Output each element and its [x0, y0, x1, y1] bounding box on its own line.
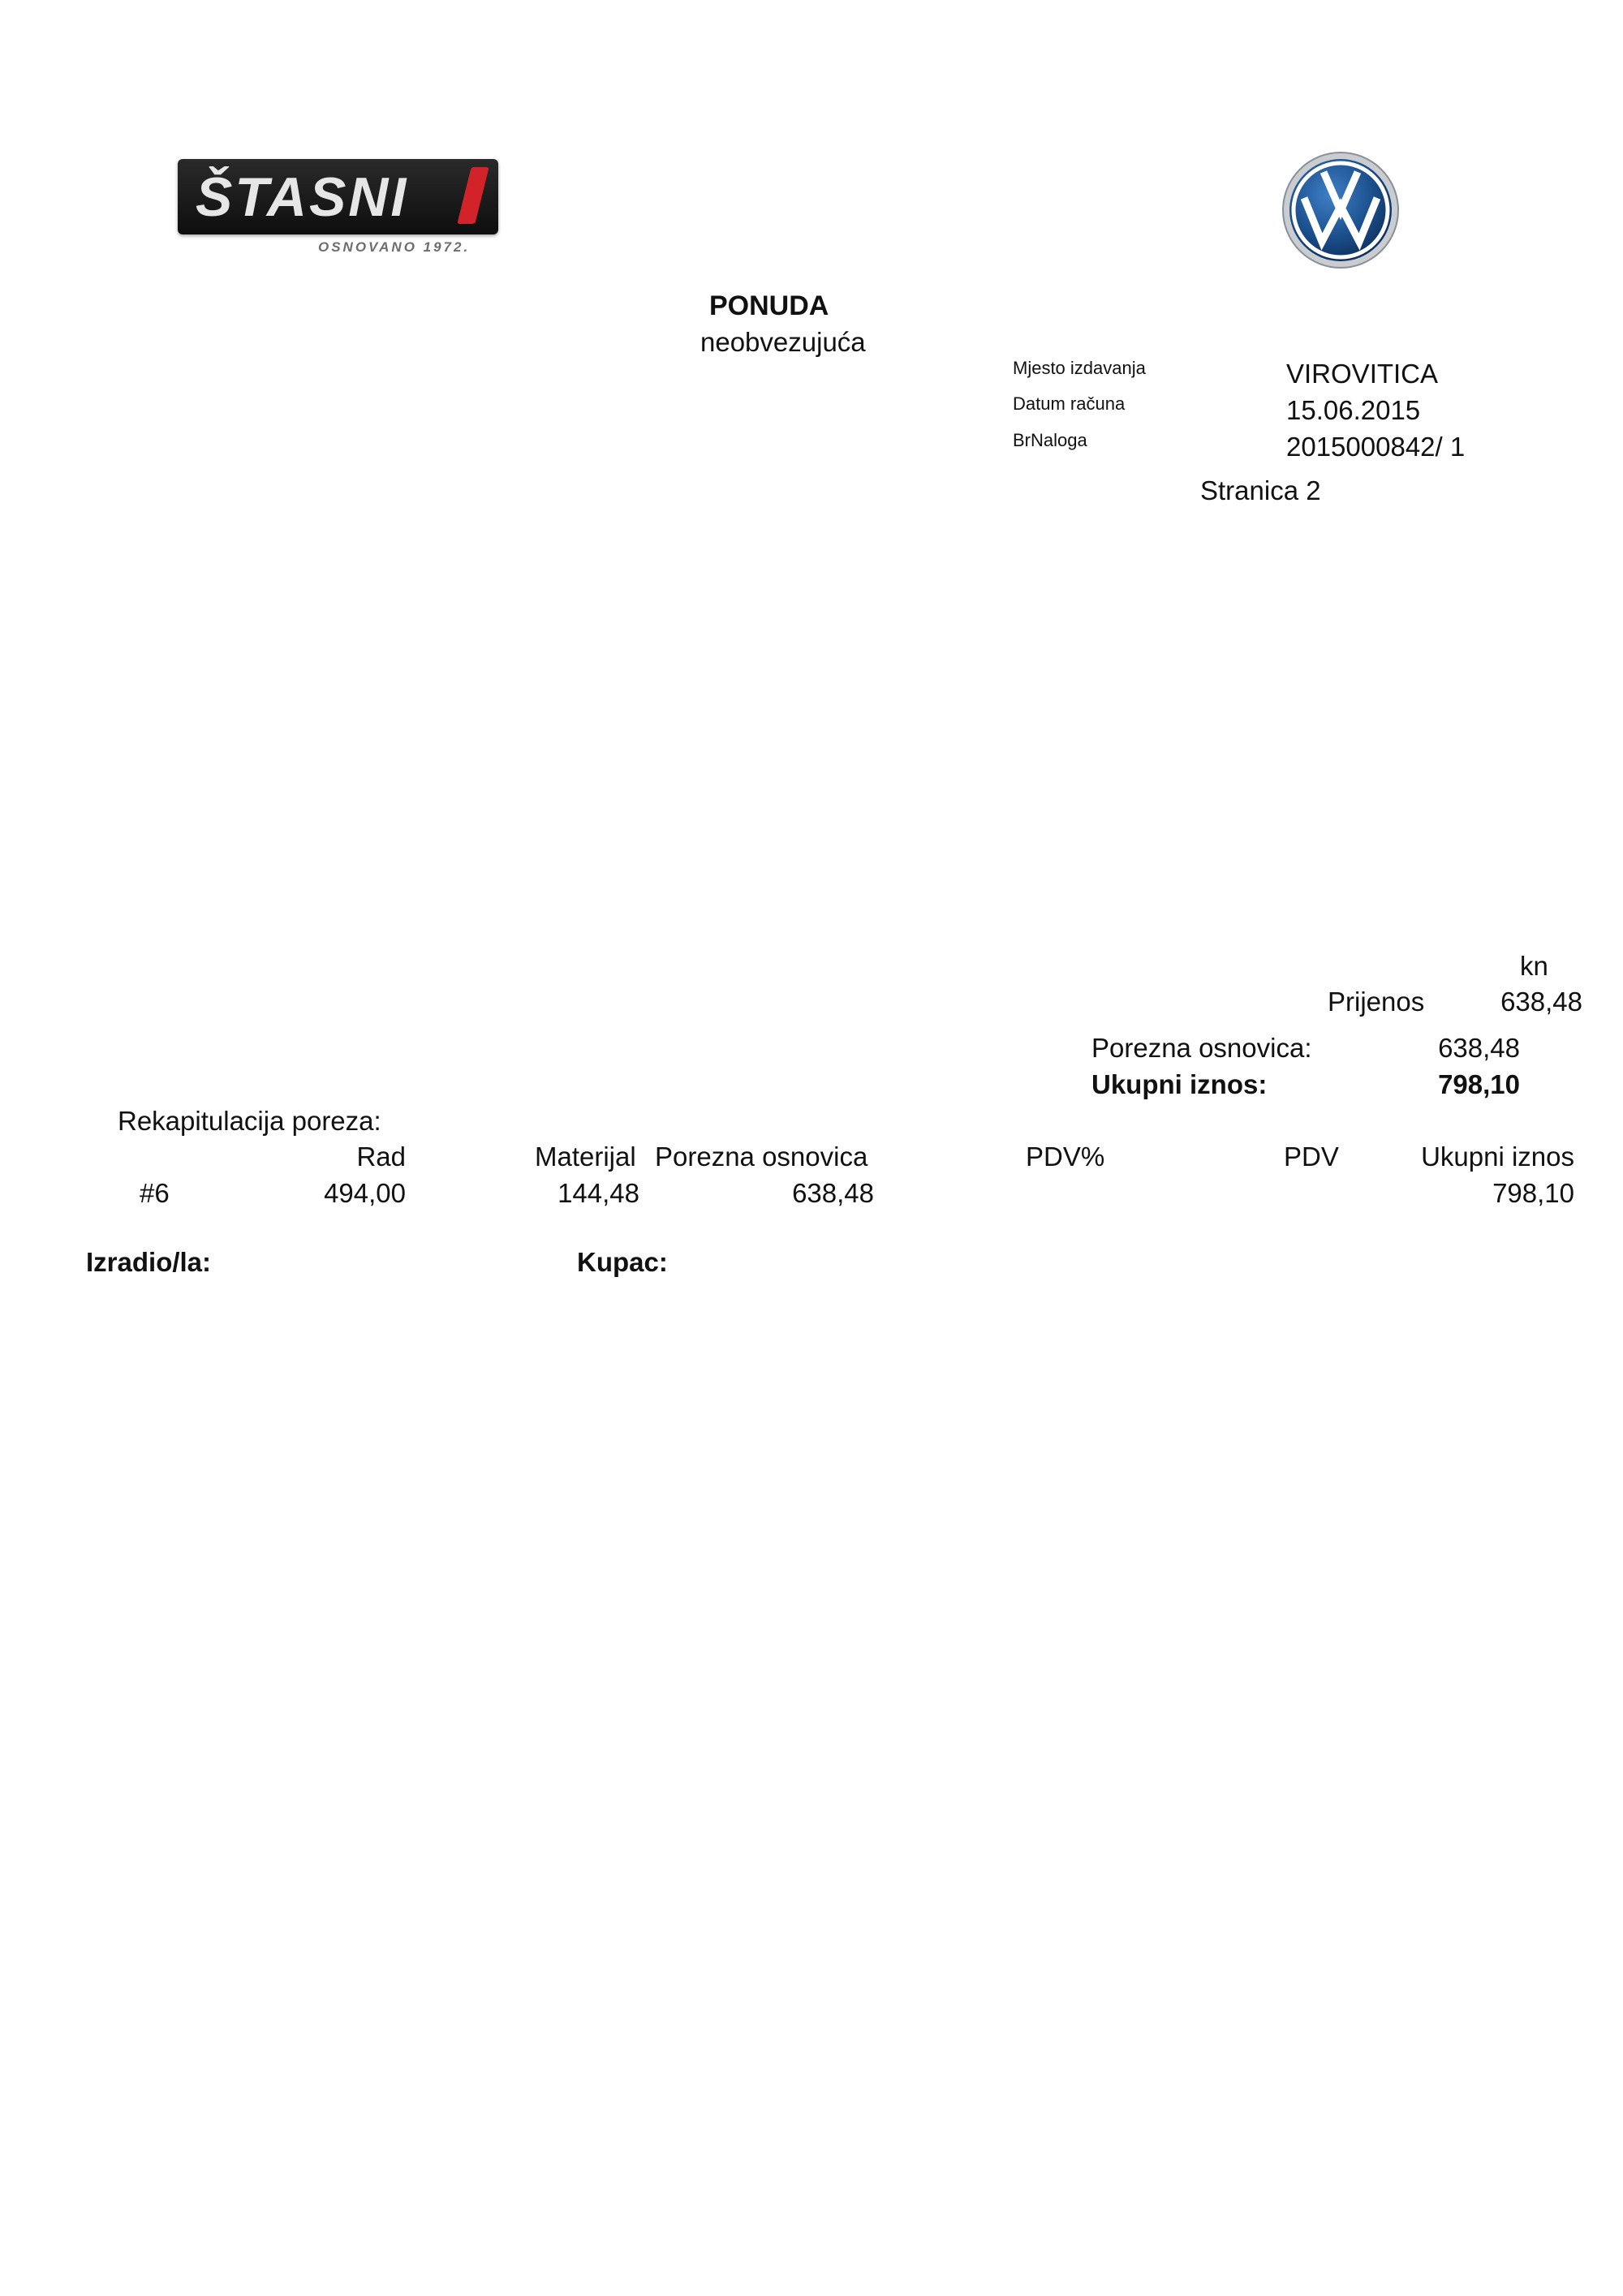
porezna-osnovica-value: 638,48 — [1438, 1033, 1520, 1063]
recap-row-ukupni: 798,10 — [1492, 1178, 1574, 1208]
recap-title: Rekapitulacija poreza: — [118, 1106, 381, 1136]
ukupni-iznos-value: 798,10 — [1438, 1069, 1520, 1099]
datum-value: 15.06.2015 — [1286, 395, 1421, 425]
page-number: Stranica 2 — [1200, 475, 1321, 505]
recap-row-code: #6 — [140, 1178, 170, 1208]
mjesto-label: Mjesto izdavanja — [1013, 358, 1146, 378]
recap-row-materijal: 144,48 — [558, 1178, 639, 1208]
recap-row-porezna: 638,48 — [792, 1178, 874, 1208]
prijenos-label: Prijenos — [1328, 987, 1425, 1017]
recap-row-rad: 494,00 — [324, 1178, 406, 1208]
vw-logo-icon — [1281, 151, 1400, 273]
recap-header-rad: Rad — [356, 1142, 406, 1172]
prijenos-value: 638,48 — [1500, 987, 1582, 1017]
recap-header-materijal: Materijal — [535, 1142, 636, 1172]
mjesto-value: VIROVITICA — [1286, 359, 1439, 389]
document-subtitle: neobvezujuća — [700, 327, 866, 357]
document-title: PONUDA — [709, 290, 829, 321]
datum-label: Datum računa — [1013, 393, 1126, 414]
recap-header-porezna: Porezna osnovica — [655, 1142, 868, 1172]
stasni-logo — [178, 159, 498, 234]
stasni-logo-text: ŠTASNI — [196, 166, 409, 228]
recap-header-pdv-percent: PDV% — [1026, 1142, 1105, 1172]
ukupni-iznos-label: Ukupni iznos: — [1091, 1069, 1268, 1099]
recap-header-pdv: PDV — [1284, 1142, 1339, 1172]
brnaloga-value: 2015000842/ 1 — [1286, 432, 1466, 462]
currency-label: kn — [1520, 951, 1548, 981]
brnaloga-label: BrNaloga — [1013, 430, 1087, 450]
stasni-tagline: OSNOVANO 1972. — [318, 239, 471, 255]
porezna-osnovica-label: Porezna osnovica: — [1091, 1033, 1312, 1063]
recap-header-ukupni: Ukupni iznos — [1421, 1142, 1574, 1172]
stasni-accent-mark — [457, 167, 489, 224]
kupac-label: Kupac: — [577, 1247, 668, 1277]
izradio-label: Izradio/la: — [86, 1247, 212, 1277]
